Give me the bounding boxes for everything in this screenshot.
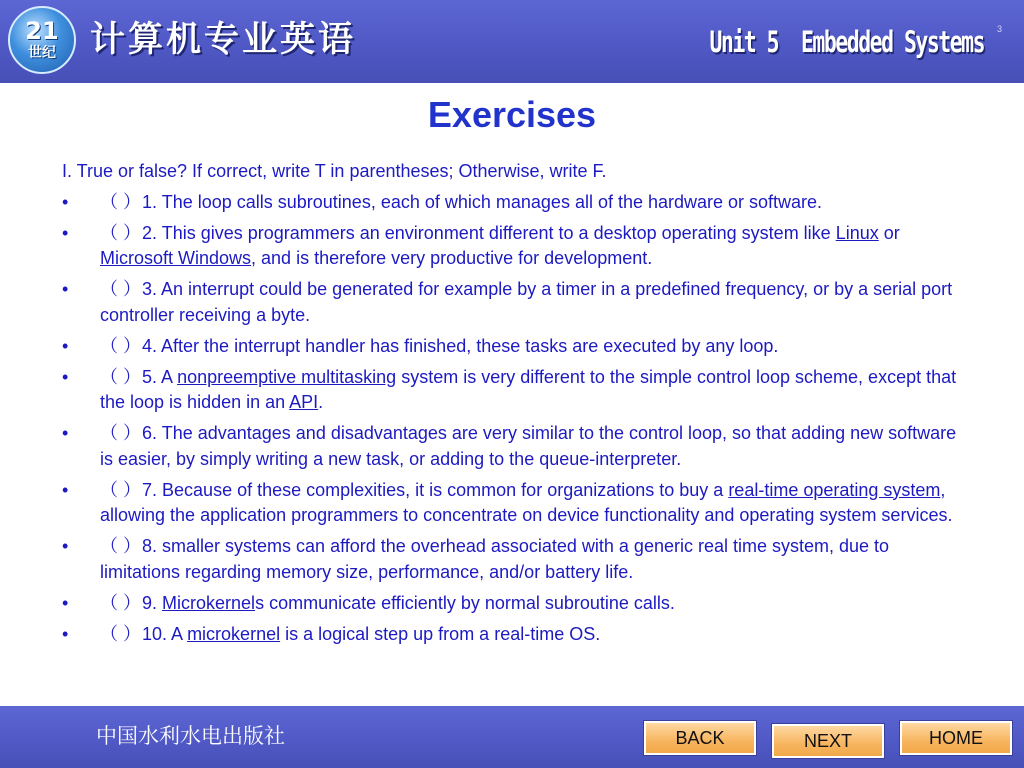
item-text: 5. A (142, 366, 178, 387)
item-text: 8. smaller systems can afford the overhead associated with a generic real time system, due to limitations regarding memory size, performance, and/or battery life. (100, 536, 890, 582)
item-text: 2. This gives programmers an environment different to a desktop operating system like (142, 222, 836, 243)
bullet-icon: • (62, 222, 69, 243)
page-title: Exercises (427, 94, 597, 135)
answer-parentheses: （ ） (100, 592, 142, 613)
bullet-icon: • (62, 335, 69, 356)
exercise-item-7 (62, 478, 962, 529)
item-text: or (878, 222, 900, 243)
item-text: system is very different to the simple control loop scheme, except that the loop is hidden in an (100, 366, 957, 412)
bullet-icon: • (62, 592, 69, 613)
exercise-item-5 (62, 365, 962, 416)
publisher-name: 中国水利水电出版社 (96, 724, 285, 748)
back-button[interactable]: BACK (644, 721, 756, 755)
unit-title: Unit 5 Embedded Systems (709, 25, 984, 59)
answer-parentheses: （ ） (100, 423, 142, 443)
header-bar (0, 0, 1024, 83)
link-microkernel[interactable]: microkernel (187, 623, 281, 644)
page-number: 3 (996, 24, 1002, 34)
answer-parentheses: （ ） (100, 279, 142, 299)
link-microkernel[interactable]: Microkernel (162, 592, 256, 613)
item-text: 7. Because of these complexities, it is common for organizations to buy a (142, 479, 729, 500)
item-text: s communicate efficiently by normal subroutine calls. (255, 592, 675, 613)
exercise-item-6 (62, 421, 962, 472)
footer-bar (0, 706, 1024, 768)
logo-number: 21 (25, 17, 59, 45)
logo-21st-century (8, 6, 76, 74)
item-text: is a logical step up from a real-time OS. (280, 623, 601, 644)
bullet-icon: • (62, 191, 69, 212)
item-text: 1. The loop calls subroutines, each of which manages all of the hardware or software. (142, 191, 823, 212)
item-text: 10. A (142, 623, 188, 644)
exercise-item-8 (62, 534, 962, 585)
answer-parentheses: （ ） (100, 191, 142, 212)
item-text: . (318, 392, 324, 412)
home-button[interactable]: HOME (900, 721, 1012, 755)
answer-parentheses: （ ） (100, 366, 142, 387)
item-text: , allowing the application programmers to concentrate on device functionality and operating system services. (100, 479, 953, 525)
logo-text: 世纪 (28, 45, 56, 61)
item-text: 3. An interrupt could be generated for example by a timer in a predefined frequency, or by a serial port controller receiving a byte. (100, 279, 953, 325)
answer-parentheses: （ ） (100, 479, 142, 500)
item-text: , and is therefore very productive for development. (251, 248, 653, 268)
link-nonpreemptive-multitasking[interactable]: nonpreemptive multitasking (177, 366, 397, 387)
bullet-icon: • (62, 366, 69, 387)
item-text: 4. After the interrupt handler has finished, these tasks are executed by any loop. (142, 335, 779, 356)
next-button[interactable]: NEXT (772, 724, 884, 758)
link-real-time-operating-system[interactable]: real-time operating system (728, 479, 941, 500)
bullet-icon: • (62, 279, 69, 299)
exercise-instructions: I. True or false? If correct, write T in parentheses; Otherwise, write F. (62, 161, 607, 181)
item-text: 6. The advantages and disadvantages are very similar to the control loop, so that adding new software is easier, by simply writing a new task, or adding to the queue-interpreter. (100, 423, 957, 469)
answer-parentheses: （ ） (100, 623, 142, 644)
answer-parentheses: （ ） (100, 222, 142, 243)
exercise-item-2 (62, 221, 962, 272)
exercise-item-3 (62, 277, 962, 328)
exercise-content (62, 159, 962, 653)
item-text: 9. (142, 592, 163, 613)
bullet-icon: • (62, 536, 69, 556)
link-linux[interactable]: Linux (835, 222, 879, 243)
exercise-list (62, 190, 962, 648)
bullet-icon: • (62, 479, 69, 500)
exercise-item-10 (62, 622, 962, 648)
answer-parentheses: （ ） (100, 536, 142, 556)
bullet-icon: • (62, 423, 69, 443)
bullet-icon: • (62, 623, 69, 644)
answer-parentheses: （ ） (100, 335, 142, 356)
link-api[interactable]: API (289, 392, 319, 412)
exercise-item-1 (62, 190, 962, 216)
link-microsoft-windows[interactable]: Microsoft Windows (100, 248, 252, 268)
exercise-item-4 (62, 334, 962, 360)
exercise-item-9 (62, 591, 962, 617)
course-title: 计算机专业英语 (90, 20, 357, 60)
